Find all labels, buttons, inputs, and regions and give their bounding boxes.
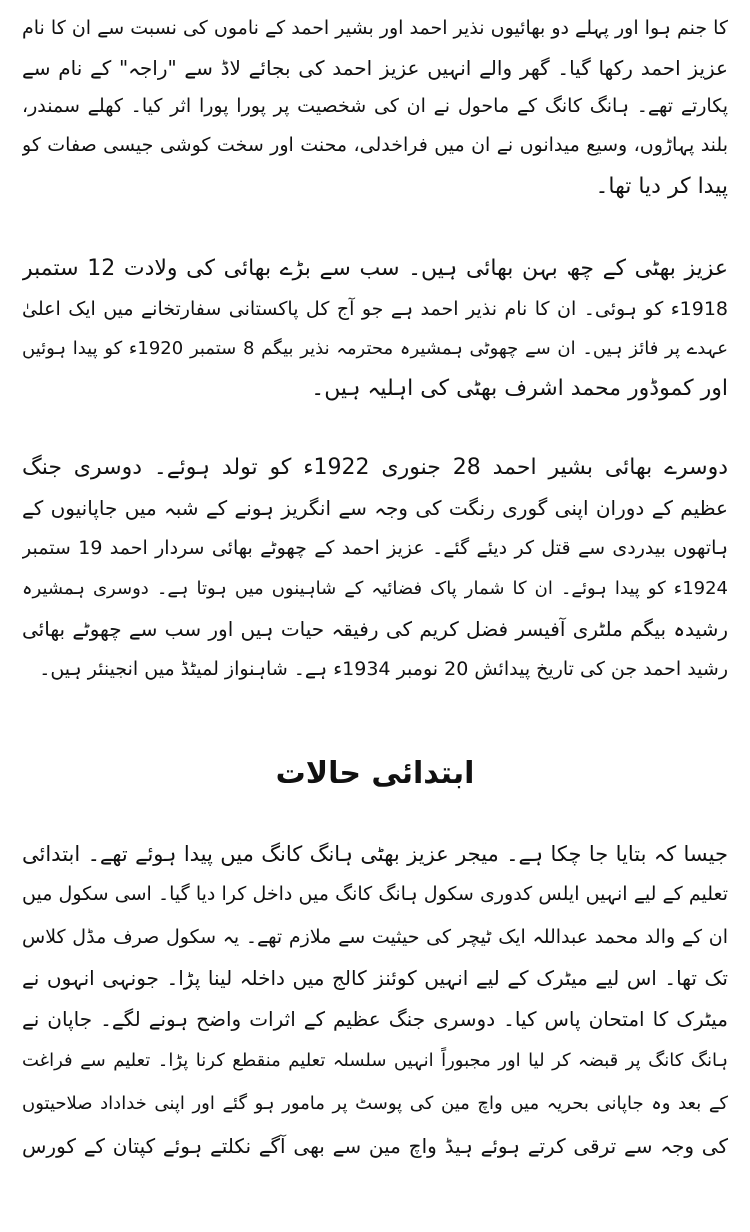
book-page (22, 4, 728, 1228)
paragraph-1-line: عزیز احمد رکھا گیا۔ گھر والے انہیں عزیز احمد کی بجائے لاڈ سے "راجہ" کے نام سے (22, 56, 728, 80)
section-line: جیسا کہ بتایا جا چکا ہے۔ میجر عزیز بھٹی ہانگ کانگ میں پیدا ہوئے تھے۔ ابتدائی (22, 842, 728, 866)
section-line: تک تھا۔ اس لیے میٹرک کے لیے انہیں کوئنز کالج میں داخلہ لینا پڑا۔ جونہی انہوں نے (22, 966, 728, 990)
section-heading: ابتدائی حالات (275, 756, 475, 791)
paragraph-3-line: دوسرے بھائی بشیر احمد 28 جنوری 1922ء کو تولد ہوئے۔ دوسری جنگ (22, 455, 728, 480)
paragraph-3-line: 1924ء کو پیدا ہوئے۔ ان کا شمار پاک فضائیہ کے شاہینوں میں ہوتا ہے۔ دوسری ہمشیرہ (22, 578, 728, 599)
section-line: ہانگ کانگ پر قبضہ کر لیا اور مجبوراً انہیں سلسلہ تعلیم منقطع کرنا پڑا۔ تعلیم سے فراغت (22, 1050, 728, 1071)
paragraph-1-line: بلند پہاڑوں، وسیع میدانوں نے ان میں فراخدلی، محنت اور سخت کوشی جیسی صفات کو (22, 134, 728, 156)
paragraph-1-line: پیدا کر دیا تھا۔ (595, 174, 728, 199)
paragraph-2-line: عہدے پر فائز ہیں۔ ان سے چھوٹی ہمشیرہ محترمہ نذیر بیگم 8 ستمبر 1920ء کو پیدا ہوئیں (22, 338, 728, 359)
paragraph-3-line: ہاتھوں بیدردی سے قتل کر دیئے گئے۔ عزیز احمد کے چھوٹے بھائی سردار احمد 19 ستمبر (22, 537, 728, 559)
section-line: کے بعد وہ جاپانی بحریہ میں واچ مین کی پوسٹ پر مامور ہو گئے اور اپنی خداداد صلاحیتوں (22, 1093, 728, 1114)
paragraph-2-line: اور کموڈور محمد اشرف بھٹی کی اہلیہ ہیں۔ (311, 376, 728, 401)
paragraph-3-line: رشید احمد جن کی تاریخ پیدائش 20 نومبر 1934ء ہے۔ شاہنواز لمیٹڈ میں انجینئر ہیں۔ (39, 658, 728, 680)
paragraph-2-line: 1918ء کو ہوئی۔ ان کا نام نذیر احمد ہے جو آج کل پاکستانی سفارتخانے میں ایک اعلیٰ (22, 298, 728, 320)
section-line: ان کے والد محمد عبداللہ ایک ٹیچر کی حیثیت سے ملازم تھے۔ یہ سکول صرف مڈل کلاس (22, 926, 728, 948)
section-line: میٹرک کا امتحان پاس کیا۔ دوسری جنگ عظیم کے اثرات واضح ہونے لگے۔ جاپان نے (22, 1007, 728, 1031)
paragraph-1-line: پکارتے تھے۔ ہانگ کانگ کے ماحول نے ان کی شخصیت پر پورا پورا اثر کیا۔ کھلے سمندر، (22, 95, 728, 117)
section-line: تعلیم کے لیے انہیں ایلس کدوری سکول ہانگ کانگ میں داخل کرا دیا گیا۔ اسی سکول میں (22, 883, 728, 905)
paragraph-1-line: کا جنم ہوا اور پہلے دو بھائیوں نذیر احمد اور بشیر احمد کے ناموں کی نسبت سے ان کا نام (22, 17, 728, 39)
paragraph-3-line: رشیدہ بیگم ملٹری آفیسر فضل کریم کی رفیقہ حیات ہیں اور سب سے چھوٹے بھائی (22, 617, 728, 641)
section-line: کی وجہ سے ترقی کرتے ہوئے ہیڈ واچ مین سے بھی آگے نکلتے ہوئے کپتان کے کورس (22, 1134, 728, 1158)
paragraph-3-line: عظیم کے دوران اپنی گوری رنگت کی وجہ سے انگریز ہونے کے شبہ میں جاپانیوں کے (22, 496, 728, 520)
paragraph-2-line: عزیز بھٹی کے چھ بہن بھائی ہیں۔ سب سے بڑے بھائی کی ولادت 12 ستمبر (22, 256, 728, 281)
